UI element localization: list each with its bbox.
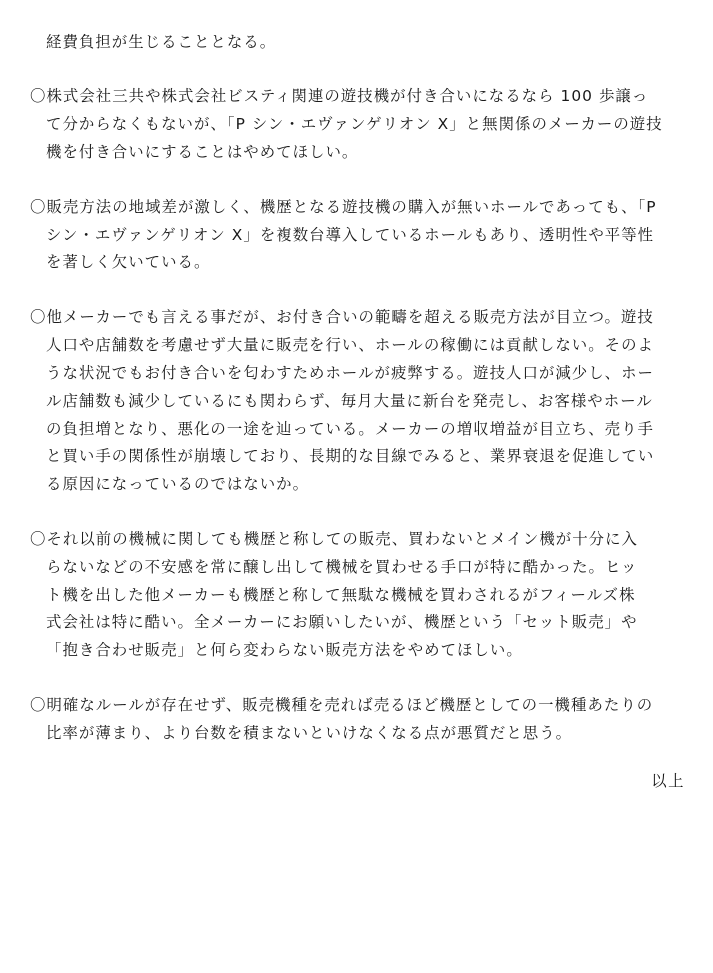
paragraph-1-line-1: 〇株式会社三共や株式会社ビスティ関連の遊技機が付き合いになるなら 100 歩譲っ <box>30 87 649 105</box>
paragraph-3-line-1: 〇他メーカーでも言える事だが、お付き合いの範疇を超える販売方法が目立つ。遊技 <box>30 308 654 326</box>
paragraph-4-line-2: らないなどの不安感を常に醸し出して機械を買わせる手口が特に酷かった。ヒッ <box>46 558 638 576</box>
paragraph-5-line-1: 〇明確なルールが存在せず、販売機種を売れば売るほど機歴としての一機種あたりの <box>30 696 654 714</box>
paragraph-1-line-3: 機を付き合いにすることはやめてほしい。 <box>46 143 359 161</box>
closing-text: 以上 <box>651 772 685 790</box>
paragraph-4-line-5: 「抱き合わせ販売」と何ら変わらない販売方法をやめてほしい。 <box>46 641 523 659</box>
paragraph-2-line-2: シン・エヴァンゲリオン X」を複数台導入しているホールもあり、透明性や平等性 <box>46 226 655 244</box>
paragraph-4-line-1: 〇それ以前の機械に関しても機歴と称しての販売、買わないとメイン機が十分に入 <box>30 530 638 548</box>
paragraph-3-line-5: の負担増となり、悪化の一途を辿っている。メーカーの増収増益が目立ち、売り手 <box>46 420 654 438</box>
paragraph-4-line-3: ト機を出した他メーカーも機歴と称して無駄な機械を買わされるがフィールズ株 <box>46 586 636 604</box>
paragraph-1-line-2: て分からなくもないが、「P シン・エヴァンゲリオン X」と無関係のメーカーの遊技 <box>46 115 663 133</box>
paragraph-3-line-4: ル店舗数も減少しているにも関わらず、毎月大量に新台を発売し、お客様やホール <box>46 392 653 410</box>
paragraph-3-line-6: と買い手の関係性が崩壊しており、長期的な目線でみると、業界衰退を促進してい <box>46 447 655 465</box>
paragraph-5-line-2: 比率が薄まり、より台数を積まないといけなくなる点が悪質だと思う。 <box>46 724 573 742</box>
paragraph-3-line-7: る原因になっているのではないか。 <box>46 475 310 493</box>
paragraph-3-line-2: 人口や店舗数を考慮せず大量に販売を行い、ホールの稼働には貢献しない。そのよ <box>46 336 654 354</box>
paragraph-2-line-3: を著しく欠いている。 <box>46 253 211 271</box>
paragraph-3-line-3: うな状況でもお付き合いを匂わすためホールが疲弊する。遊技人口が減少し、ホー <box>46 364 654 382</box>
lead-line: 経費負担が生じることとなる。 <box>46 33 277 51</box>
paragraph-4-line-4: 式会社は特に酷い。全メーカーにお願いしたいが、機歴という「セット販売」や <box>46 613 638 631</box>
paragraph-2-line-1: 〇販売方法の地域差が激しく、機歴となる遊技機の購入が無いホールであっても、「P <box>30 198 657 216</box>
